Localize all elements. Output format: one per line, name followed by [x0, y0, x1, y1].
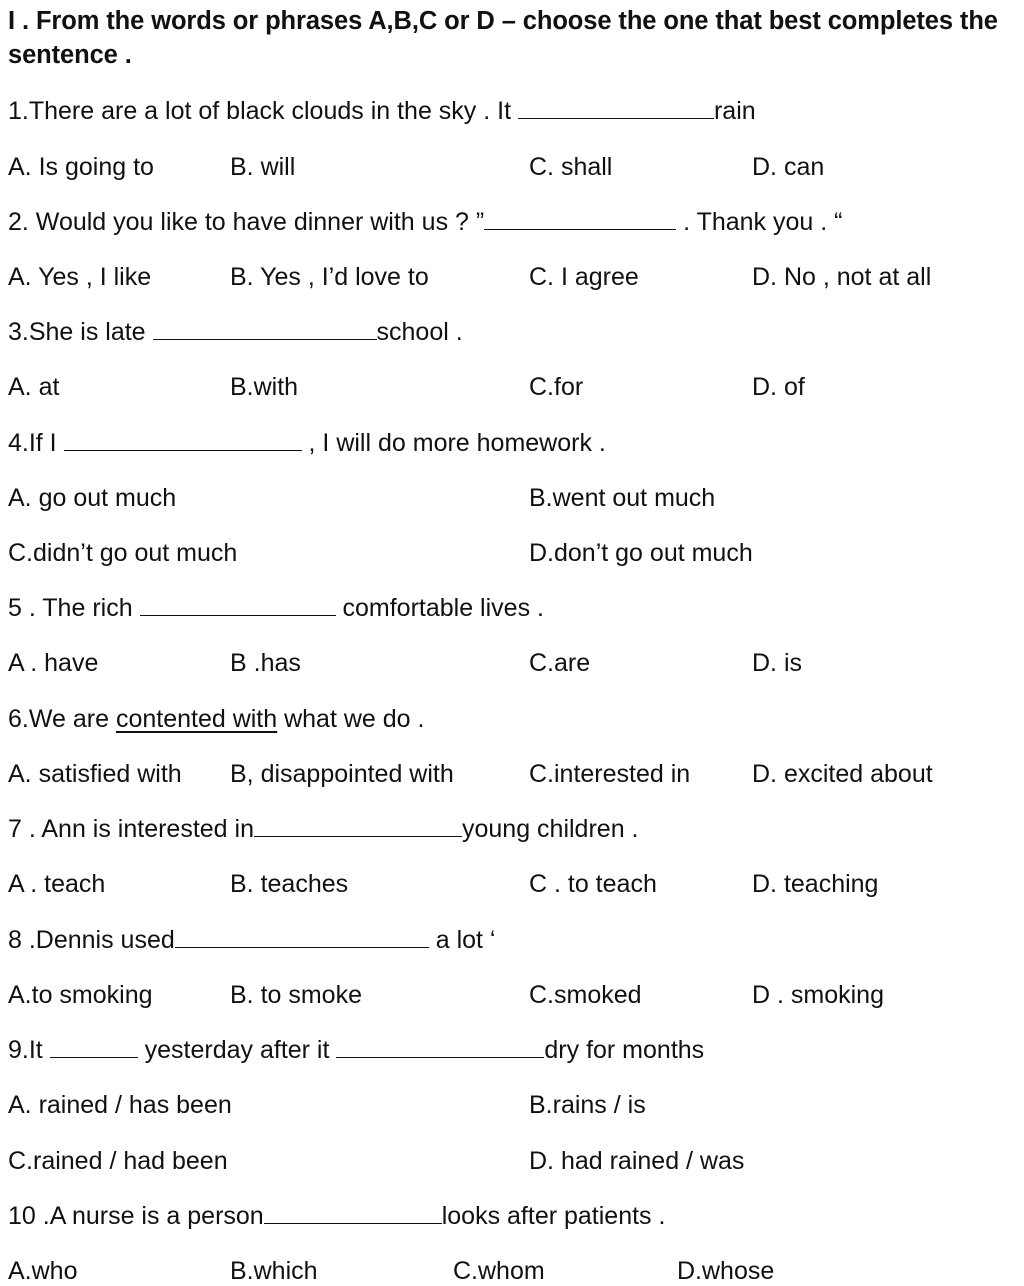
option-d: D. excited about	[752, 760, 933, 788]
answer-blank	[140, 593, 336, 616]
option-c: C. I agree	[529, 263, 639, 291]
option-a: A. satisfied with	[8, 760, 182, 788]
question-text: 8 .Dennis used	[8, 926, 175, 954]
option-d: D. of	[752, 373, 805, 401]
option-a: A. at	[8, 373, 60, 401]
option-d: D.don’t go out much	[529, 539, 753, 567]
option-c: C.whom	[453, 1257, 545, 1285]
option-c: C . to teach	[529, 870, 657, 898]
question-text: 3.She is late	[8, 318, 153, 346]
option-a: A. go out much	[8, 484, 177, 512]
option-c: C.interested in	[529, 760, 691, 788]
answer-blank	[336, 1035, 544, 1058]
underlined-phrase: contented with	[115, 705, 278, 733]
answer-blank	[50, 1035, 138, 1058]
question-text: rain	[713, 97, 756, 125]
option-c: C.for	[529, 373, 584, 401]
option-b: B.with	[230, 373, 299, 401]
option-c: C. shall	[529, 153, 613, 181]
option-c: C.smoked	[529, 981, 642, 1009]
question-text: what we do .	[277, 705, 425, 733]
option-a: A. Is going to	[8, 153, 154, 181]
question-text: school .	[376, 318, 463, 346]
question-text: 5 . The rich	[8, 594, 140, 622]
answer-blank	[264, 1201, 442, 1224]
question-text: comfortable lives .	[335, 594, 544, 622]
option-a: A. Yes , I like	[8, 263, 152, 291]
question-text: 10 .A nurse is a person	[8, 1202, 264, 1230]
option-b: B.which	[230, 1257, 318, 1285]
option-c: C.are	[529, 649, 591, 677]
section-heading: I . From the words or phrases A,B,C or D – choose the one that best completes the sentence .	[8, 7, 998, 69]
question-text: 7 . Ann is interested in	[8, 815, 254, 843]
option-b: B.rains / is	[529, 1091, 646, 1119]
option-b: B. will	[230, 153, 296, 181]
question-text: 9.It	[8, 1036, 50, 1064]
option-b: B. to smoke	[230, 981, 362, 1009]
option-d: D. No , not at all	[752, 263, 932, 291]
option-a: A.to smoking	[8, 981, 153, 1009]
answer-blank	[153, 317, 377, 340]
option-b: B.went out much	[529, 484, 716, 512]
option-a: A. rained / has been	[8, 1091, 232, 1119]
option-c: C.didn’t go out much	[8, 539, 238, 567]
option-a: A . have	[8, 649, 99, 677]
question-text: dry for months	[544, 1036, 705, 1064]
answer-blank	[254, 814, 462, 837]
answer-blank	[64, 428, 302, 451]
option-a: A . teach	[8, 870, 106, 898]
answer-blank	[484, 207, 676, 230]
option-b: B .has	[230, 649, 301, 677]
option-d: D. is	[752, 649, 802, 677]
question-text: yesterday after it	[137, 1036, 337, 1064]
question-text: 1.There are a lot of black clouds in the sky . It	[8, 97, 518, 125]
option-d: D . smoking	[752, 981, 884, 1009]
question-text: a lot ‘	[428, 926, 496, 954]
answer-blank	[175, 925, 429, 948]
question-text: young children .	[461, 815, 639, 843]
option-d: D. teaching	[752, 870, 879, 898]
option-a: A.who	[8, 1257, 78, 1285]
option-b: B. Yes , I’d love to	[230, 263, 429, 291]
question-text: 2. Would you like to have dinner with us ? ”	[8, 208, 485, 236]
option-c: C.rained / had been	[8, 1147, 228, 1175]
option-b: B. teaches	[230, 870, 349, 898]
question-text: . Thank you . “	[676, 208, 843, 236]
question-text: , I will do more homework .	[301, 429, 606, 457]
option-d: D.whose	[677, 1257, 775, 1285]
question-text: looks after patients .	[441, 1202, 666, 1230]
option-b: B, disappointed with	[230, 760, 454, 788]
answer-blank	[518, 96, 714, 119]
option-d: D. can	[752, 153, 825, 181]
question-text: 6.We are	[8, 705, 116, 733]
question-text: 4.If I	[8, 429, 64, 457]
option-d: D. had rained / was	[529, 1147, 745, 1175]
